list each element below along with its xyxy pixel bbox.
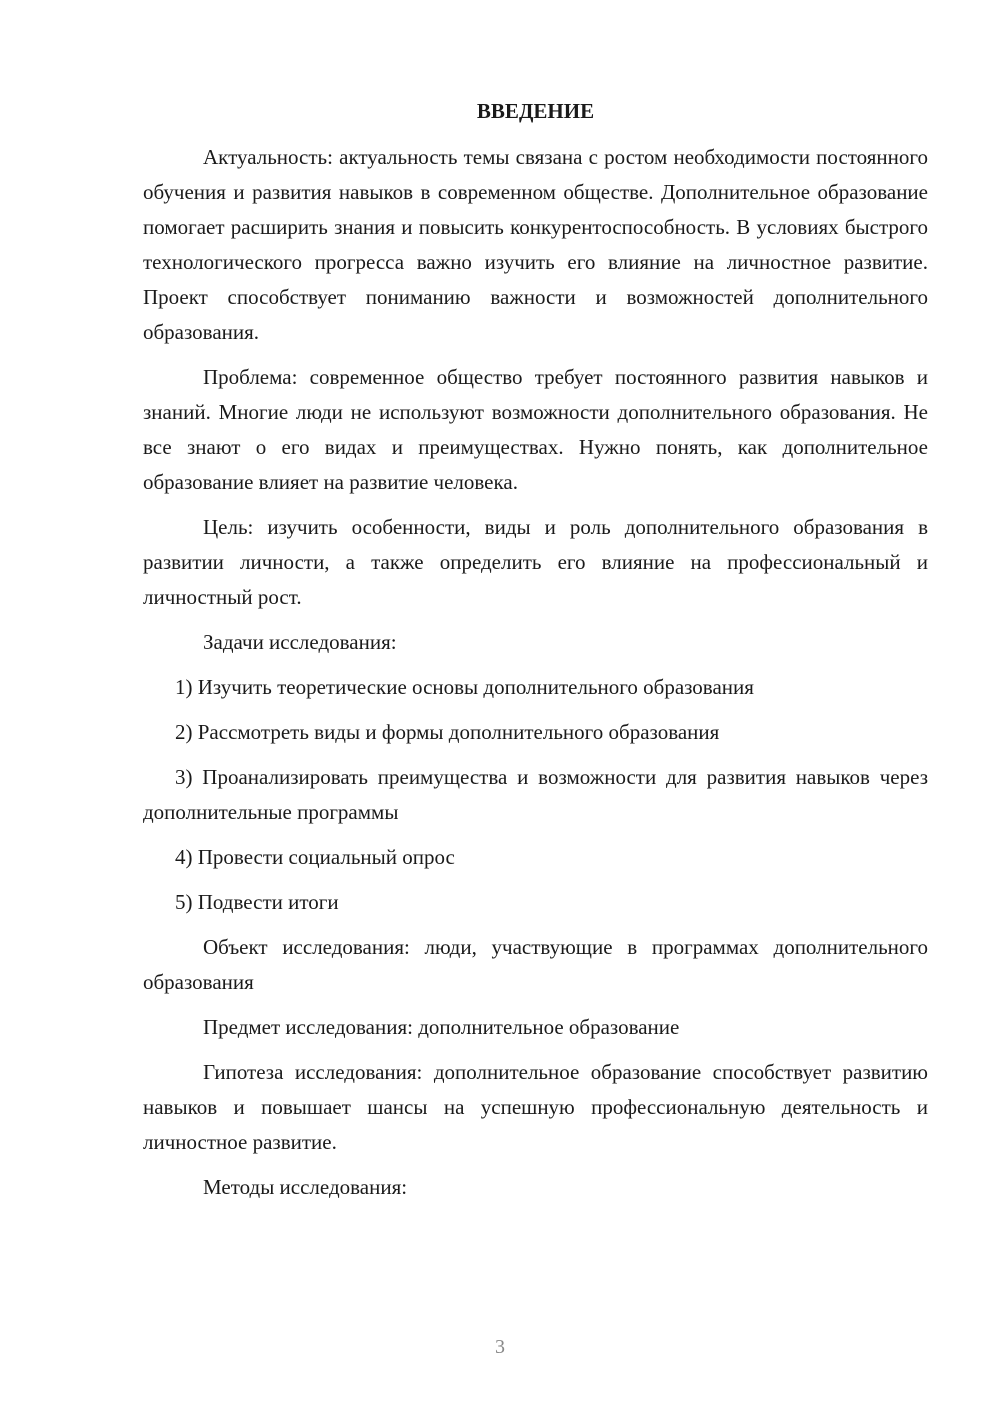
task-item: 2) Рассмотреть виды и формы дополнительного образования bbox=[175, 720, 720, 744]
paragraph-tasks-heading: Задачи исследования: bbox=[203, 630, 397, 654]
task-item: 4) Провести социальный опрос bbox=[175, 845, 455, 869]
paragraph-object: Объект исследования: люди, участвующие в программах дополнительного образования bbox=[143, 935, 928, 994]
section-title: ВВЕДЕНИЕ bbox=[476, 99, 595, 123]
paragraph-relevance: Актуальность: актуальность темы связана с ростом необходимости постоянного обучения и развития навыков в современном обществе. Дополнительное образование помогает расширить знания и повысить конкурентоспособность. В условиях быстрого технологического прогресса важно изучить его влияние на личностное развитие. Проект способствует пониманию важности и возможностей дополнительного образования. bbox=[143, 145, 928, 344]
page-content bbox=[143, 96, 928, 1215]
paragraph-hypothesis: Гипотеза исследования: дополнительное образование способствует развитию навыков и повышает шансы на успешную профессиональную деятельность и личностное развитие. bbox=[143, 1060, 928, 1154]
paragraph-goal: Цель: изучить особенности, виды и роль дополнительного образования в развитии личности, а также определить его влияние на профессиональный и личностный рост. bbox=[143, 515, 928, 609]
task-item: 3) Проанализировать преимущества и возможности для развития навыков через дополнительные программы bbox=[143, 765, 928, 824]
paragraph-methods: Методы исследования: bbox=[203, 1175, 408, 1199]
paragraph-problem: Проблема: современное общество требует постоянного развития навыков и знаний. Многие люди не используют возможности дополнительного образования. Не все знают о его видах и преимуществах. Нужно понять, как дополнительное образование влияет на развитие человека. bbox=[143, 365, 928, 494]
task-item: 1) Изучить теоретические основы дополнительного образования bbox=[175, 675, 754, 699]
paragraph-subject: Предмет исследования: дополнительное образование bbox=[203, 1015, 680, 1039]
task-item: 5) Подвести итоги bbox=[175, 890, 339, 914]
page-number: 3 bbox=[495, 1336, 505, 1358]
